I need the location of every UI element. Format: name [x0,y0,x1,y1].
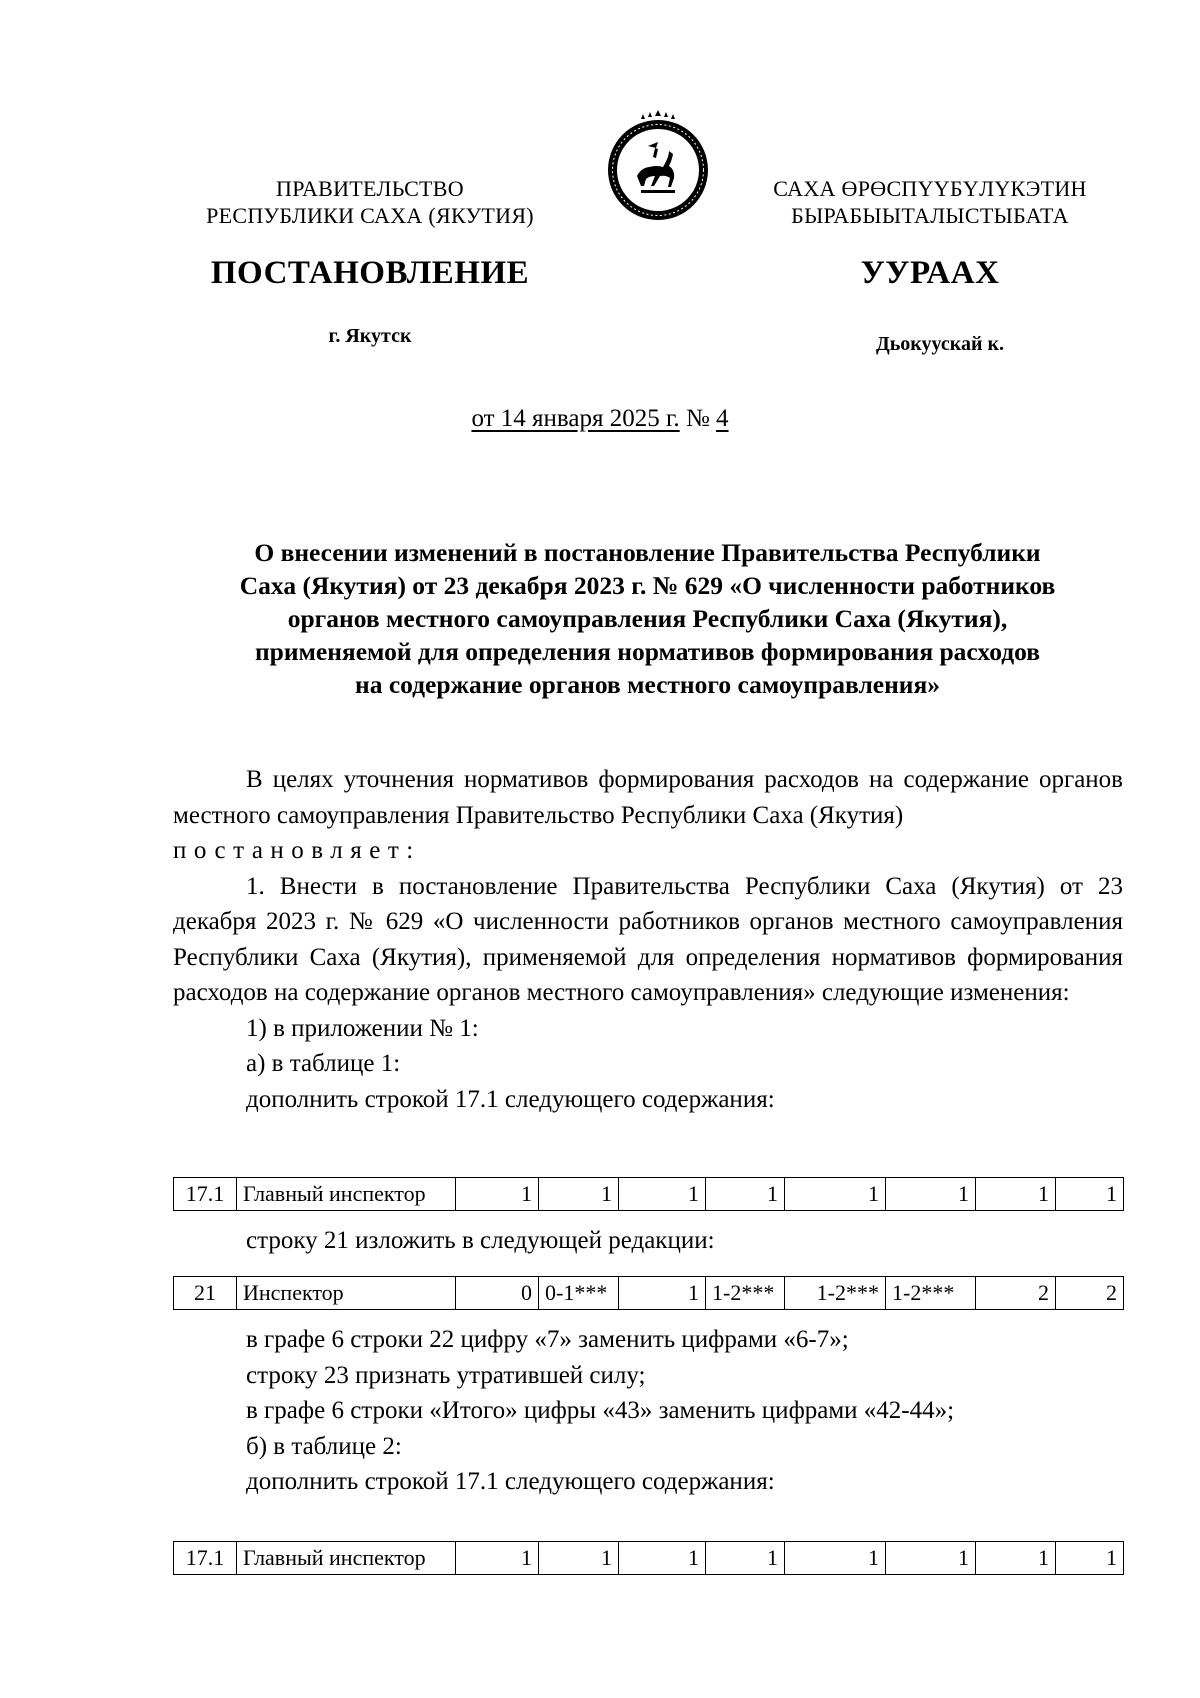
document-number: 4 [716,405,729,432]
table-cell: Инспектор [237,1277,456,1310]
total-instruction: в графе 6 строки «Итого» цифры «43» заменить цифрами «42-44»; [246,1397,955,1424]
preamble-paragraph: В целях уточнения нормативов формирования расходов на содержание органов местного самоуправления Правительство Республики Саха (Якутия) [173,766,1123,829]
table-cell: 1-2*** [785,1277,886,1310]
body-text-block-3 [173,1322,1123,1500]
subitem-1b: б) в таблице 2: [246,1432,402,1460]
table-cell: 1 [619,1277,706,1310]
table-cell: 1 [976,1542,1056,1575]
subitem-1: 1) в приложении № 1: [246,1014,479,1042]
header-left-line2: РЕСПУБЛИКИ САХА (ЯКУТИЯ) [206,203,534,228]
table-row [174,1178,1124,1211]
header-right-line1: САХА ӨРӨСПҮҮБҮЛҮКЭТИН [773,176,1087,201]
table-cell: 1 [456,1542,539,1575]
title-line: применяемой для определения нормативов формирования расходов [254,637,1040,666]
title-line: О внесении изменений в постановление Правительства Республики [254,538,1041,567]
table-row [174,1542,1124,1575]
row-21-instruction: строку 21 изложить в следующей редакции: [246,1227,715,1254]
table-cell: 1 [619,1542,706,1575]
header-right-line2: БЫРАБЫЫТАЛЫСТЫБАТА [791,203,1069,228]
table-cell: Главный инспектор [237,1542,456,1575]
table-row-17-1-b [173,1541,1124,1575]
table-cell: 21 [174,1277,237,1310]
body-text-block-2 [173,1223,1123,1259]
table-cell: 1 [976,1178,1056,1211]
row23-instruction: строку 23 признать утратившей силу; [246,1361,646,1389]
table-cell: 2 [1056,1277,1124,1310]
table-cell: 17.1 [174,1542,237,1575]
doc-type-right: УУРААХ [860,255,1000,291]
table-cell: 17.1 [174,1178,237,1211]
doc-type-left: ПОСТАНОВЛЕНИЕ [210,255,530,291]
table-row-21 [173,1276,1124,1310]
header-left [180,175,560,229]
table-cell: 0 [456,1277,539,1310]
add-row-instruction-2: дополнить строкой 17.1 следующего содержания: [246,1468,775,1495]
table-cell: 1 [619,1178,706,1211]
table-row [174,1277,1124,1310]
table-cell: 2 [976,1277,1056,1310]
table-cell: 1 [1056,1178,1124,1211]
table-cell: 1 [886,1542,976,1575]
table-cell: 1 [785,1178,886,1211]
subitem-1a: а) в таблице 1: [246,1050,401,1077]
col6-row22-instruction: в графе 6 строки 22 цифру «7» заменить цифрами «6-7»; [246,1326,849,1353]
table-cell: 1-2*** [706,1277,785,1310]
document-title [175,536,1120,701]
table-cell: Главный инспектор [237,1178,456,1211]
table-cell: 1 [539,1178,619,1211]
table-cell: 1 [539,1542,619,1575]
table-cell: 1 [706,1178,785,1211]
table-cell: 1-2*** [886,1277,976,1310]
table-cell: 1 [1056,1542,1124,1575]
header-right [740,175,1120,229]
table-cell: 1 [706,1542,785,1575]
item-1-paragraph: 1. Внести в постановление Правительства Республики Саха (Якутия) от 23 декабря 2023 г. № 629 «О численности работников органов местного самоуправления Республики Саха (Якутия), применяемой для определения нормативов формирования расходов на содержание органов местного самоуправления» следующие изменения: [173,872,1123,1006]
city-right: Дьокуускай к. [875,333,1005,355]
document-date: от 14 января 2025 г. [471,405,680,432]
add-row-instruction-1: дополнить строкой 17.1 следующего содержания: [246,1085,775,1113]
body-text-block-1 [173,762,1123,1117]
date-line [400,405,800,433]
table-cell: 0-1*** [539,1277,619,1310]
table-row-17-1-a [173,1177,1124,1211]
number-sign: № [685,405,710,432]
city-left: г. Якутск [328,325,412,347]
title-line: на содержание органов местного самоуправления» [355,670,940,699]
coat-of-arms-emblem [603,110,713,222]
table-cell: 1 [785,1542,886,1575]
table-cell: 1 [456,1178,539,1211]
header-left-line1: ПРАВИТЕЛЬСТВО [276,176,464,201]
table-cell: 1 [886,1178,976,1211]
title-line: Саха (Якутия) от 23 декабря 2023 г. № 629 «О численности работников [239,571,1056,600]
title-line: органов местного самоуправления Республики Саха (Якутия), [287,604,1008,633]
decides-word: постановляет: [173,837,421,864]
